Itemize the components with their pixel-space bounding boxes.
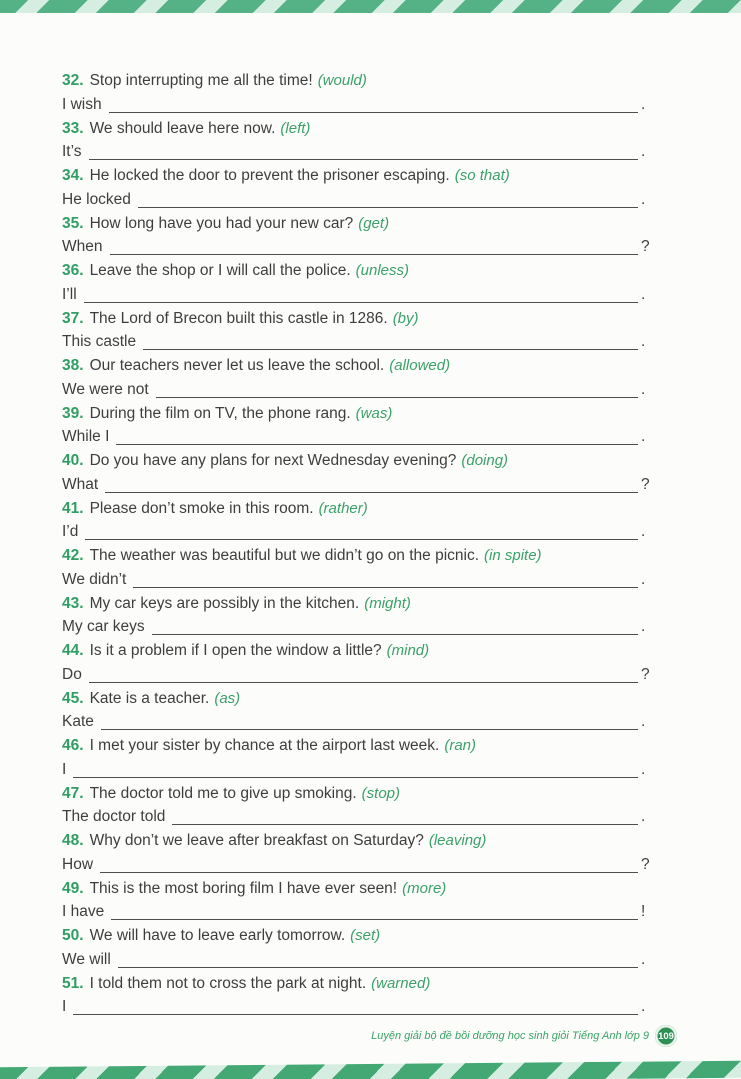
- end-punctuation: .: [641, 428, 646, 445]
- item-hint: (allowed): [389, 357, 451, 374]
- item-hint: (more): [402, 879, 447, 897]
- answer-line: [62, 805, 650, 829]
- item-number: 39.: [62, 404, 84, 422]
- question-line: [62, 117, 650, 141]
- item-hint: (by): [392, 309, 419, 327]
- end-punctuation: !: [641, 903, 646, 920]
- end-punctuation: .: [641, 713, 646, 730]
- question-line: [62, 449, 650, 473]
- question-line: [62, 782, 650, 806]
- answer-blank-line: [109, 93, 638, 113]
- item-sentence: Please don’t smoke in this room.: [89, 499, 314, 517]
- answer-stem: We didn’t: [62, 570, 127, 588]
- question-line: [62, 544, 650, 568]
- item-number: 36.: [62, 262, 84, 279]
- question-line: [62, 639, 650, 663]
- answer-stem: My car keys: [62, 618, 145, 635]
- end-punctuation: .: [641, 998, 646, 1015]
- end-punctuation: ?: [641, 855, 650, 873]
- page-number-badge: 109: [655, 1025, 677, 1047]
- answer-line: [62, 378, 650, 402]
- question-line: [62, 497, 650, 521]
- answer-blank-line: [156, 378, 638, 398]
- exercise-item: [62, 212, 650, 260]
- end-punctuation: .: [641, 380, 646, 398]
- item-number: 40.: [62, 452, 84, 469]
- item-hint: (as): [214, 689, 241, 707]
- item-hint: (would): [317, 72, 367, 89]
- book-title: Luyện giải bộ đề bồi dưỡng học sinh giỏi Tiếng Anh lớp 9: [371, 1030, 649, 1042]
- answer-blank-line: [172, 805, 638, 825]
- answer-line: [62, 853, 650, 877]
- end-punctuation: .: [641, 523, 646, 540]
- item-number: 37.: [62, 309, 84, 327]
- item-number: 46.: [62, 737, 84, 754]
- page-footer: [371, 1025, 677, 1047]
- item-number: 45.: [62, 689, 84, 707]
- item-sentence: How long have you had your new car?: [89, 214, 354, 232]
- answer-stem: While I: [62, 428, 110, 445]
- answer-stem: He locked: [62, 190, 131, 208]
- answer-line: [62, 663, 650, 687]
- item-hint: (doing): [461, 452, 509, 469]
- item-sentence: The weather was beautiful but we didn’t go on the picnic.: [89, 547, 480, 564]
- end-punctuation: ?: [641, 475, 650, 493]
- answer-line: [62, 900, 650, 924]
- end-punctuation: .: [641, 618, 646, 635]
- answer-stem: I wish: [62, 95, 102, 113]
- answer-line: [62, 948, 650, 972]
- item-sentence: We should leave here now.: [89, 119, 276, 137]
- question-line: [62, 307, 650, 331]
- item-hint: (mind): [386, 642, 430, 659]
- item-sentence: During the film on TV, the phone rang.: [89, 404, 351, 422]
- answer-blank-line: [152, 615, 638, 635]
- item-number: 42.: [62, 547, 84, 564]
- end-punctuation: .: [641, 808, 646, 825]
- answer-blank-line: [73, 758, 638, 778]
- answer-stem: We were not: [62, 380, 149, 398]
- question-line: [62, 829, 650, 853]
- item-sentence: Stop interrupting me all the time!: [89, 72, 313, 89]
- end-punctuation: .: [641, 950, 646, 968]
- question-line: [62, 687, 650, 711]
- item-hint: (warned): [371, 974, 431, 992]
- question-line: [62, 972, 650, 996]
- item-sentence: My car keys are possibly in the kitchen.: [89, 594, 360, 612]
- exercise-item: [62, 544, 650, 592]
- question-line: [62, 354, 650, 378]
- exercise-item: [62, 782, 650, 830]
- exercise-item: [62, 734, 650, 782]
- answer-stem: Kate: [62, 713, 94, 730]
- answer-blank-line: [73, 995, 638, 1015]
- exercise-item: [62, 164, 650, 212]
- item-hint: (so that): [454, 167, 510, 184]
- item-sentence: Why don’t we leave after breakfast on Saturday?: [89, 832, 424, 849]
- item-sentence: Our teachers never let us leave the school.: [89, 357, 385, 374]
- end-punctuation: .: [641, 760, 646, 778]
- item-sentence: We will have to leave early tomorrow.: [89, 927, 346, 944]
- exercise-item: [62, 829, 650, 877]
- item-number: 44.: [62, 642, 84, 659]
- answer-stem: I’ll: [62, 285, 77, 303]
- answer-blank-line: [85, 520, 638, 540]
- end-punctuation: ?: [641, 665, 650, 683]
- item-sentence: Leave the shop or I will call the police.: [89, 262, 351, 279]
- end-punctuation: .: [641, 143, 646, 160]
- item-hint: (rather): [318, 499, 368, 517]
- answer-blank-line: [138, 188, 638, 208]
- item-hint: (leaving): [428, 832, 487, 849]
- bottom-border-stripes: [0, 1061, 741, 1079]
- answer-stem: How: [62, 855, 94, 873]
- exercise-item: [62, 639, 650, 687]
- item-number: 32.: [62, 72, 84, 89]
- question-line: [62, 402, 650, 426]
- item-number: 48.: [62, 832, 84, 849]
- end-punctuation: ?: [641, 238, 650, 255]
- answer-line: [62, 188, 650, 212]
- question-line: [62, 69, 650, 93]
- item-number: 35.: [62, 214, 84, 232]
- answer-line: [62, 93, 650, 117]
- answer-stem: This castle: [62, 333, 137, 350]
- answer-blank-line: [110, 235, 639, 255]
- item-number: 38.: [62, 357, 84, 374]
- item-number: 47.: [62, 784, 84, 802]
- answer-line: [62, 425, 650, 449]
- answer-stem: I’d: [62, 523, 79, 540]
- answer-stem: I: [62, 760, 67, 778]
- item-hint: (left): [280, 119, 311, 137]
- answer-blank-line: [89, 663, 638, 683]
- exercise-item: [62, 69, 650, 117]
- exercise-item: [62, 877, 650, 925]
- question-line: [62, 877, 650, 901]
- item-sentence: The doctor told me to give up smoking.: [89, 784, 357, 802]
- answer-blank-line: [84, 283, 638, 303]
- answer-stem: We will: [62, 950, 111, 968]
- item-sentence: I told them not to cross the park at night.: [89, 974, 367, 992]
- answer-line: [62, 710, 650, 734]
- exercise-item: [62, 592, 650, 640]
- exercise-item: [62, 307, 650, 355]
- item-sentence: Do you have any plans for next Wednesday evening?: [89, 452, 457, 469]
- exercise-item: [62, 687, 650, 735]
- answer-line: [62, 330, 650, 354]
- answer-blank-line: [118, 948, 638, 968]
- answer-stem: I have: [62, 903, 105, 920]
- answer-stem: It’s: [62, 143, 82, 160]
- item-hint: (in spite): [484, 547, 542, 564]
- exercise-item: [62, 924, 650, 972]
- answer-stem: What: [62, 475, 99, 493]
- exercise-item: [62, 259, 650, 307]
- item-hint: (might): [364, 594, 411, 612]
- exercise-item: [62, 449, 650, 497]
- item-sentence: The Lord of Brecon built this castle in 1286.: [89, 309, 388, 327]
- item-number: 49.: [62, 879, 84, 897]
- end-punctuation: .: [641, 570, 646, 588]
- answer-stem: The doctor told: [62, 808, 166, 825]
- item-sentence: Kate is a teacher.: [89, 689, 210, 707]
- answer-blank-line: [111, 900, 638, 920]
- question-line: [62, 924, 650, 948]
- answer-stem: I: [62, 998, 67, 1015]
- top-border-stripes: [0, 0, 741, 13]
- answer-blank-line: [116, 425, 638, 445]
- exercise-item: [62, 402, 650, 450]
- item-number: 51.: [62, 974, 84, 992]
- item-hint: (stop): [361, 784, 400, 802]
- answer-line: [62, 140, 650, 164]
- question-line: [62, 164, 650, 188]
- answer-line: [62, 615, 650, 639]
- answer-blank-line: [89, 140, 638, 160]
- exercise-item: [62, 117, 650, 165]
- question-line: [62, 212, 650, 236]
- item-sentence: Is it a problem if I open the window a little?: [89, 642, 382, 659]
- answer-line: [62, 995, 650, 1019]
- item-sentence: This is the most boring film I have ever seen!: [89, 879, 398, 897]
- question-line: [62, 259, 650, 283]
- question-line: [62, 734, 650, 758]
- exercise-item: [62, 354, 650, 402]
- end-punctuation: .: [641, 95, 646, 113]
- item-number: 50.: [62, 927, 84, 944]
- end-punctuation: .: [641, 333, 646, 350]
- item-hint: (unless): [355, 262, 409, 279]
- answer-blank-line: [143, 330, 638, 350]
- item-number: 34.: [62, 167, 84, 184]
- answer-blank-line: [101, 710, 638, 730]
- answer-stem: Do: [62, 665, 82, 683]
- answer-line: [62, 520, 650, 544]
- exercise-list: [62, 69, 650, 1019]
- answer-line: [62, 235, 650, 259]
- item-hint: (was): [355, 404, 393, 422]
- answer-line: [62, 283, 650, 307]
- answer-blank-line: [100, 853, 638, 873]
- answer-line: [62, 473, 650, 497]
- answer-blank-line: [105, 473, 638, 493]
- exercise-item: [62, 497, 650, 545]
- exercise-item: [62, 972, 650, 1020]
- item-hint: (get): [358, 214, 390, 232]
- item-number: 33.: [62, 119, 84, 137]
- item-hint: (set): [350, 927, 381, 944]
- question-line: [62, 592, 650, 616]
- item-number: 41.: [62, 499, 84, 517]
- item-number: 43.: [62, 594, 84, 612]
- end-punctuation: .: [641, 190, 646, 208]
- item-sentence: I met your sister by chance at the airport last week.: [89, 737, 440, 754]
- item-hint: (ran): [444, 737, 476, 754]
- answer-blank-line: [133, 568, 638, 588]
- answer-stem: When: [62, 238, 103, 255]
- item-sentence: He locked the door to prevent the prisoner escaping.: [89, 167, 450, 184]
- end-punctuation: .: [641, 285, 646, 303]
- answer-line: [62, 758, 650, 782]
- answer-line: [62, 568, 650, 592]
